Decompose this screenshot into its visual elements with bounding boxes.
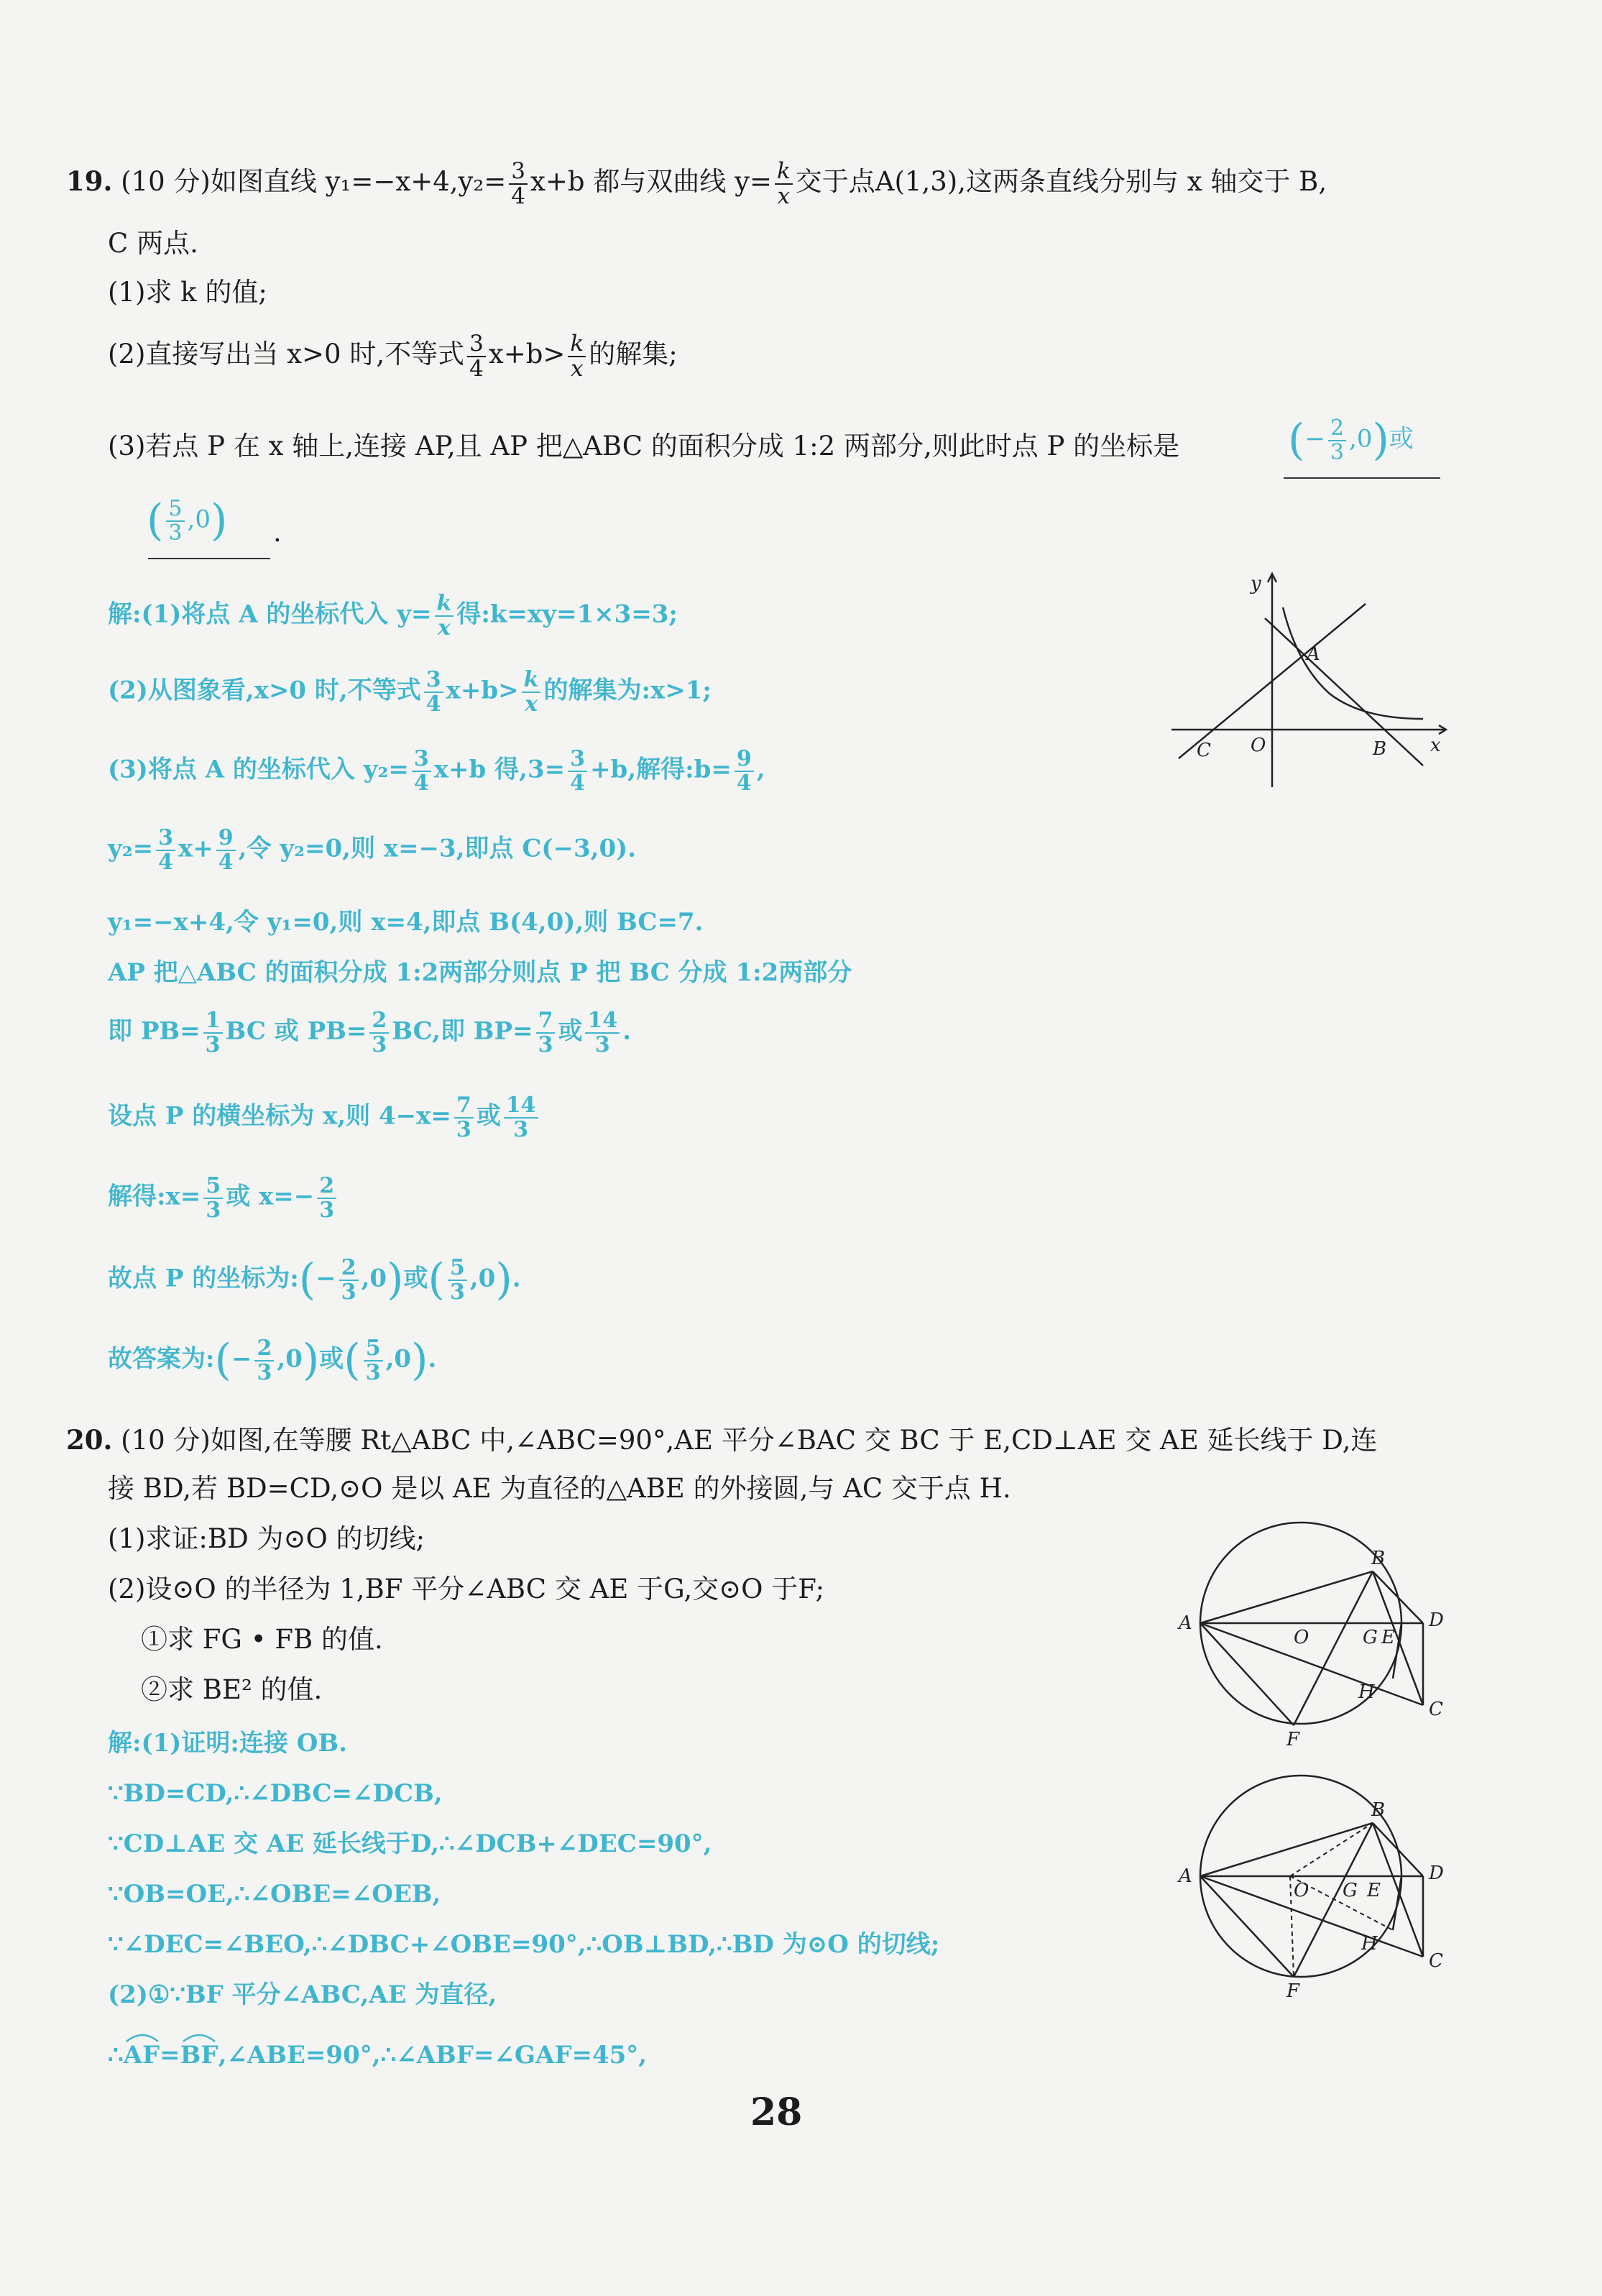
answer-blank-2: ( $\frac{5}{3}$ ,0) bbox=[147, 495, 228, 546]
label-O: O bbox=[1251, 735, 1266, 756]
q20-sol-line7: ∴ AF= BF,∠ABE=90°,∴∠ABF=∠GAF=45°, bbox=[108, 2042, 647, 2070]
q20-stem-line2: 接 BD,若 BD=CD,⊙O 是以 AE 为直径的△ABE 的外接圆,与 AC 交于点 H. bbox=[108, 1473, 1011, 1504]
fig2-label-E: E bbox=[1367, 1880, 1381, 1901]
q19-sol-line4: y₂= $\frac{3}{4}$ x+ $\frac{9}{4}$ ,令 y₂=0,则 x=−3,即点 C(−3,0). bbox=[108, 825, 637, 875]
q19-part3: (3)若点 P 在 x 轴上,连接 AP,且 AP 把△ABC 的面积分成 1:2 两部分,则此时点 P 的坐标是 bbox=[108, 431, 1180, 462]
q19-sol-line11: 故答案为:(− $\frac{2}{3}$ ,0)或( $\frac{5}{3}$ ,0). bbox=[108, 1335, 437, 1385]
arc-AF: AF bbox=[124, 2042, 160, 2070]
label-C: C bbox=[1197, 740, 1211, 761]
fig1-label-B: B bbox=[1371, 1548, 1386, 1569]
fig1-label-G: G bbox=[1363, 1627, 1378, 1648]
fig2-label-F: F bbox=[1286, 1980, 1300, 2002]
underline-1 bbox=[1284, 477, 1440, 479]
fig1-label-D: D bbox=[1429, 1610, 1444, 1631]
fig2-label-G: G bbox=[1343, 1880, 1358, 1901]
segment-AB bbox=[1200, 1823, 1373, 1876]
label-y: y bbox=[1251, 573, 1261, 594]
dashed-OB bbox=[1290, 1823, 1373, 1876]
q19-sol-line9: 解得:x= $\frac{5}{3}$ 或 x=− $\frac{2}{3}$ bbox=[108, 1175, 339, 1221]
q20-sol-line4: ∵OB=OE,∴∠OBE=∠OEB, bbox=[108, 1880, 441, 1909]
q20-sol-line2: ∵BD=CD,∴∠DBC=∠DCB, bbox=[108, 1779, 443, 1808]
fig1-label-A: A bbox=[1179, 1612, 1192, 1634]
fraction: $\frac{k}{x}$ bbox=[568, 332, 586, 380]
q20-number: 20. bbox=[66, 1424, 113, 1456]
underline-2 bbox=[148, 558, 270, 559]
q20-sol-line6: (2)①∵BF 平分∠ABC,AE 为直径, bbox=[108, 1980, 497, 2009]
q19-sol-line8: 设点 P 的横坐标为 x,则 4−x= $\frac{7}{3}$ 或 $\frac{14}{3}$ bbox=[108, 1094, 541, 1141]
q19-sol-line1: 解:(1)将点 A 的坐标代入 y= $\frac{k}{x}$ 得:k=xy=1×3=3; bbox=[108, 591, 678, 640]
fig1-label-O: O bbox=[1294, 1627, 1309, 1648]
q19-stem-b: x+b 都与双曲线 y= bbox=[530, 166, 772, 198]
q20-stem-line1: 20. (10 分)如图,在等腰 Rt△ABC 中,∠ABC=90°,AE 平分∠BAC 交 BC 于 E,CD⊥AE 交 AE 延长线于 D,连 bbox=[66, 1424, 1378, 1456]
q19-sol-line2: (2)从图象看,x>0 时,不等式 $\frac{3}{4}$ x+b> $\frac{k}{x}$ 的解集为:x>1; bbox=[108, 667, 712, 717]
q20-figure-1 bbox=[1164, 1517, 1466, 1754]
fig1-label-C: C bbox=[1429, 1699, 1443, 1720]
segment-BD bbox=[1373, 1823, 1423, 1876]
segment-BD bbox=[1373, 1571, 1423, 1623]
fig2-label-C: C bbox=[1429, 1950, 1443, 1972]
q20-sol-line1: 解:(1)证明:连接 OB. bbox=[108, 1729, 347, 1758]
fig1-label-H: H bbox=[1358, 1681, 1375, 1703]
q19-part1: (1)求 k 的值; bbox=[108, 277, 267, 308]
q20-sol-line5: ∵∠DEC=∠BEO,∴∠DBC+∠OBE=90°,∴OB⊥BD,∴BD 为⊙O 的切线; bbox=[108, 1930, 940, 1959]
fraction: $\frac{3}{4}$ bbox=[467, 332, 486, 380]
fig2-label-B: B bbox=[1371, 1799, 1386, 1821]
q19-sol-line10: 故点 P 的坐标为:(− $\frac{2}{3}$ ,0)或( $\frac{5}{3}$ ,0). bbox=[108, 1254, 521, 1305]
fraction: $\frac{k}{x}$ bbox=[775, 160, 793, 208]
q19-stem-c: 交于点A(1,3),这两条直线分别与 x 轴交于 B, bbox=[795, 166, 1327, 198]
q19-stem-line2: C 两点. bbox=[108, 228, 198, 259]
arc-BF: BF bbox=[180, 2042, 218, 2070]
q20-part1: (1)求证:BD 为⊙O 的切线; bbox=[108, 1523, 425, 1554]
fig2-label-A: A bbox=[1179, 1865, 1192, 1887]
q20-part2a: ①求 FG • FB 的值. bbox=[141, 1624, 383, 1655]
q19-part2: (2)直接写出当 x>0 时,不等式 $\frac{3}{4}$ x+b> $\frac{k}{x}$ 的解集; bbox=[108, 331, 678, 382]
q19-sol-line3: (3)将点 A 的坐标代入 y₂= $\frac{3}{4}$ x+b 得,3= $\frac{3}{4}$ +b,解得:b= $\frac{9}{4}$ , bbox=[108, 746, 765, 796]
q20-figure-2 bbox=[1164, 1768, 1466, 2006]
q19-sol-line6: AP 把△ABC 的面积分成 1:2两部分则点 P 把 BC 分成 1:2两部分 bbox=[108, 958, 852, 987]
q19-number: 19. bbox=[66, 165, 113, 198]
label-B: B bbox=[1373, 738, 1387, 760]
segment-AB bbox=[1200, 1571, 1373, 1623]
fig1-label-E: E bbox=[1381, 1627, 1395, 1648]
q20-sol-line3: ∵CD⊥AE 交 AE 延长线于D,∴∠DCB+∠DEC=90°, bbox=[108, 1829, 712, 1858]
q19-sol-line5: y₁=−x+4,令 y₁=0,则 x=4,即点 B(4,0),则 BC=7. bbox=[108, 908, 704, 937]
blank-period: . bbox=[273, 517, 282, 548]
fig2-label-D: D bbox=[1429, 1863, 1444, 1884]
q19-stem-line1 bbox=[66, 160, 1327, 208]
segment-EH bbox=[1393, 1876, 1401, 1930]
q19-stem-a: (10 分)如图直线 y₁=−x+4,y₂= bbox=[121, 166, 507, 198]
q19-graph-figure bbox=[1157, 568, 1459, 791]
fig1-label-F: F bbox=[1286, 1729, 1300, 1750]
page-number: 28 bbox=[750, 2090, 803, 2134]
fig2-label-H: H bbox=[1361, 1933, 1378, 1955]
label-A: A bbox=[1307, 643, 1320, 665]
hyperbola-curve bbox=[1283, 607, 1423, 719]
label-x: x bbox=[1430, 735, 1441, 756]
fig2-label-O: O bbox=[1294, 1880, 1309, 1901]
fraction: $\frac{3}{4}$ bbox=[509, 160, 528, 208]
q19-sol-line7: 即 PB= $\frac{1}{3}$ BC 或 PB= $\frac{2}{3}$ BC,即 BP= $\frac{7}{3}$ 或 $\frac{14}{3}$ . bbox=[108, 1008, 632, 1057]
answer-blank-1: (− $\frac{2}{3}$ ,0)或 bbox=[1288, 415, 1414, 465]
line-y1 bbox=[1265, 618, 1423, 766]
q20-part2b: ②求 BE² 的值. bbox=[141, 1674, 323, 1705]
q20-part2: (2)设⊙O 的半径为 1,BF 平分∠ABC 交 AE 于G,交⊙O 于F; bbox=[108, 1574, 825, 1604]
